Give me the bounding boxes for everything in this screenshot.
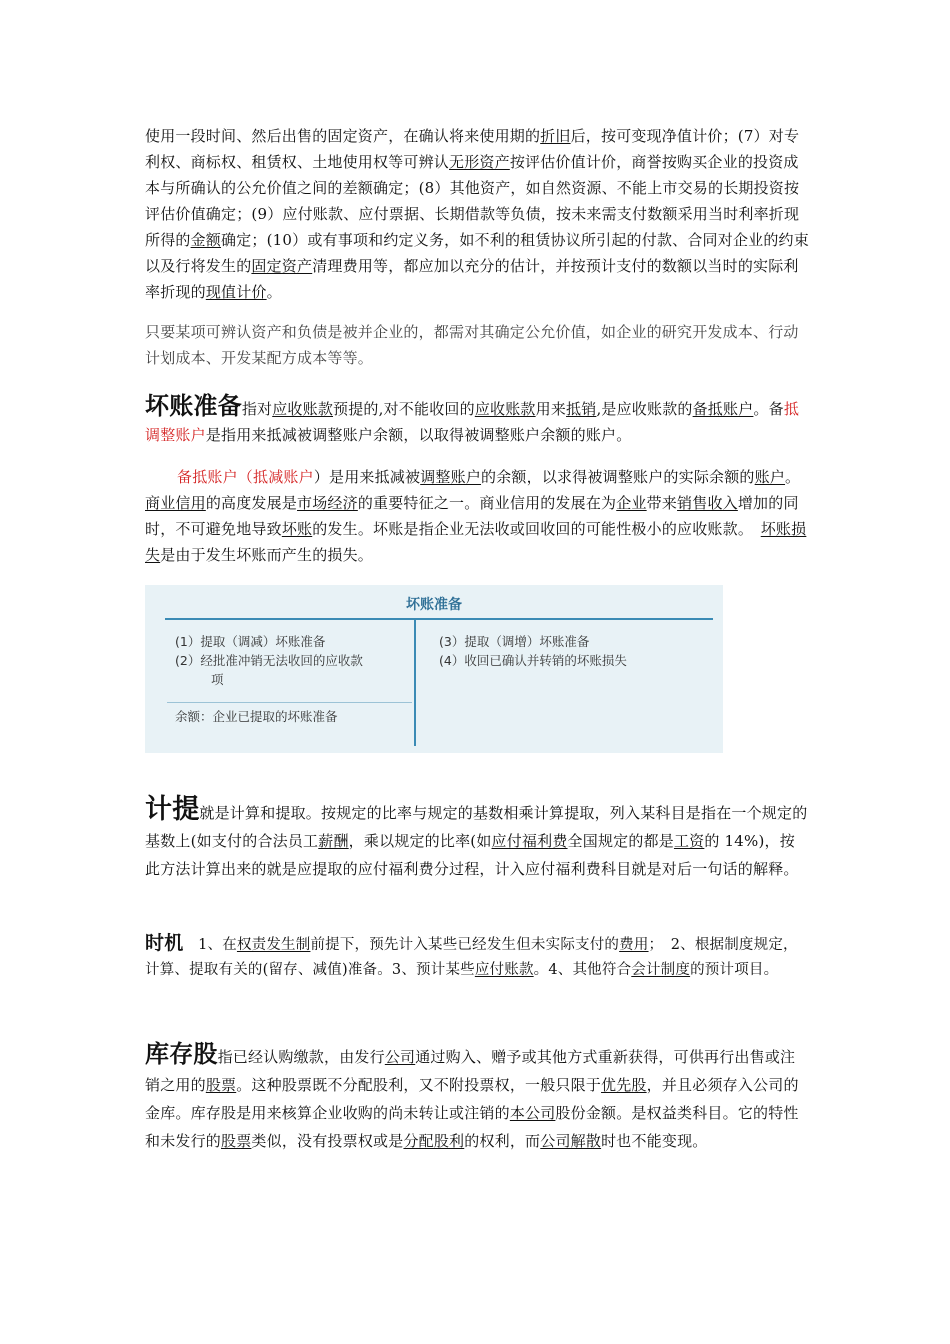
link-preferred-stock[interactable]: 优先股 — [601, 1076, 647, 1094]
link-dividend-distribution[interactable]: 分配股利 — [403, 1132, 465, 1150]
t-account-credit-entry-4: (4）收回已确认并转销的坏账损失 — [439, 653, 627, 668]
t-account-balance: 余额：企业已提取的坏账准备 — [175, 709, 338, 724]
link-stock-2[interactable]: 股票 — [221, 1132, 252, 1150]
text: ）是用来抵减被 — [313, 468, 421, 486]
t-account-title: 坏账准备 — [406, 597, 462, 613]
text: ，乘以规定的比率(如 — [348, 832, 492, 850]
text: 股份金额。是权益类科目。它的特性和未发行的 — [145, 1104, 799, 1150]
link-welfare-payable[interactable]: 应付福利费 — [491, 832, 568, 850]
text: 的 14%)，按此方法计算出来的就是应提取的应付福利费分过程，计入应付福利费科目就是对后一句话的解释。 — [145, 832, 799, 878]
link-adjusted-account[interactable]: 调整账户 — [420, 468, 482, 486]
text: 就是计算和提取。按规定的比率与规定的基数相乘计算提取，列入某科目是指在一个规定的基数上(如支付的合法员工 — [145, 804, 808, 850]
text: ，并且必须存入公司的金库。库存股是用来核算企业收购的尚未转让或注销的 — [145, 1076, 799, 1122]
link-salary[interactable]: 薪酬 — [318, 832, 349, 850]
paragraph-treasury-stock — [145, 1040, 810, 1155]
heading-timing: 时机 — [145, 932, 184, 954]
link-enterprise[interactable]: 企业 — [616, 494, 647, 512]
paragraph-contra-account — [145, 464, 824, 568]
text: 用来 — [535, 400, 567, 418]
link-offset[interactable]: 抵销 — [566, 400, 597, 418]
text: 指已经认购缴款，由发行 — [217, 1048, 385, 1066]
text: 的权利，而 — [464, 1132, 541, 1150]
link-accounts-receivable-2[interactable]: 应收账款 — [474, 400, 536, 418]
text: ,是应收账款的 — [596, 400, 693, 418]
text: 使用一段时间、然后出售的固定资产，在确认将来使用期的 — [145, 127, 541, 145]
link-expenses[interactable]: 费用 — [619, 937, 649, 953]
text: 是指用来抵减被调整账户余额，以取得被调整账户余额的账户。 — [205, 426, 632, 444]
text: 时也不能变现。 — [601, 1132, 708, 1150]
link-accrual-basis[interactable]: 权责发生制 — [236, 937, 311, 953]
text: 确定；(10）或有事项和约定义务，如不利的租赁协议所引起的付款、合同对企业的约束以及行将发生的 — [145, 231, 809, 275]
text: 前提下，预先计入某些已经发生但未实际支付的 — [310, 937, 620, 953]
text: 。 — [266, 283, 282, 301]
text: 。备 — [753, 400, 784, 418]
link-accounts-payable[interactable]: 应付账款 — [474, 962, 534, 978]
link-company-dissolution[interactable]: 公司解散 — [540, 1132, 602, 1150]
link-intangible-assets[interactable]: 无形资产 — [449, 153, 510, 171]
link-wages[interactable]: 工资 — [673, 832, 705, 850]
heading-accrual: 计提 — [145, 794, 200, 825]
t-account-debit-entry-2-cont: 项 — [211, 672, 224, 687]
text: 全国规定的都是 — [567, 832, 674, 850]
text: 是由于发生坏账而产生的损失。 — [160, 546, 374, 564]
text: ； 2、根据制度规定，计算、提取有关的(留存、减值)准备。3、预计某些 — [145, 937, 798, 978]
paragraph-bad-debt-reserve — [145, 393, 810, 448]
link-sales-revenue[interactable]: 销售收入 — [677, 494, 738, 512]
paragraph-timing — [145, 931, 810, 983]
text: 预提的,对不能收回的 — [333, 400, 475, 418]
link-stock[interactable]: 股票 — [205, 1076, 237, 1094]
link-bad-debt[interactable]: 坏账 — [281, 520, 313, 538]
t-account-credit-entry-3: (3）提取（调增）坏账准备 — [439, 634, 590, 649]
link-commercial-credit[interactable]: 商业信用 — [145, 494, 206, 512]
link-company[interactable]: 公司 — [384, 1048, 416, 1066]
text: 指对 — [241, 400, 273, 418]
text: 的预计项目。 — [690, 962, 779, 978]
t-account-balance-rule — [167, 702, 412, 703]
link-depreciation[interactable]: 折旧 — [540, 127, 571, 145]
text: 1、在 — [198, 937, 237, 953]
link-market-economy[interactable]: 市场经济 — [297, 494, 358, 512]
link-present-value[interactable]: 现值计价 — [205, 283, 267, 301]
heading-bad-debt-reserve: 坏账准备 — [145, 392, 242, 420]
link-account[interactable]: 账户 — [754, 468, 786, 486]
text: 的重要特征之一。商业信用的发展在为 — [357, 494, 617, 512]
t-account-debit-entry-1: (1）提取（调减）坏账准备 — [175, 634, 326, 649]
link-accounting-system[interactable]: 会计制度 — [631, 962, 691, 978]
t-account-debit-entry-2: (2）经批准冲销无法收回的应收款 — [175, 653, 363, 668]
text: 。 — [785, 468, 824, 486]
link-contra-account[interactable]: 备抵账户 — [692, 400, 754, 418]
t-account-figure — [145, 585, 723, 753]
text: 类似，没有投票权或是 — [251, 1132, 404, 1150]
text: 的余额，以求得被调整账户的实际余额的 — [481, 468, 755, 486]
text: 的发生。坏账是指企业无法收或回收回的可能性极小的应收账款。 — [312, 520, 761, 538]
t-account-top-rule — [165, 618, 713, 620]
text: 的高度发展是 — [205, 494, 298, 512]
text: 后，按可变现净值计价；(7）对专利权、商标权、租赁权、土地使用权等可辨认 — [145, 127, 800, 171]
text: 按评估价值计价，商誉按购买企业的投资成本与所确认的公允价值之间的差额确定；(8）其他资产，如自然资源、不能上市交易的长期投资按评估价值确定；(9）应付账款、应付票据、长期借款等负债，按未来需支付数额采用当时利率折现所得的 — [145, 153, 800, 249]
heading-treasury-stock: 库存股 — [145, 1040, 218, 1068]
paragraph-identifiable-assets: 只要某项可辨认资产和负债是被并企业的，都需对其确定公允价值，如企业的研究开发成本、行动计划成本、开发某配方成本等等。 — [145, 323, 799, 367]
link-accounts-receivable[interactable]: 应收账款 — [272, 400, 334, 418]
text: 。4、其他符合 — [533, 962, 632, 978]
text: 。这种股票既不分配股利，又不附投票权，一般只限于 — [236, 1076, 602, 1094]
link-this-company[interactable]: 本公司 — [509, 1104, 556, 1122]
text: 增加的同时，不可避免地导致 — [145, 494, 799, 538]
text: 带来 — [646, 494, 678, 512]
t-account-center-rule — [414, 618, 416, 746]
paragraph-accrual — [145, 796, 810, 883]
red-term-contra-account: 备抵账户（抵减账户 — [177, 468, 314, 486]
text: 通过购入、赠予或其他方式重新获得，可供再行出售或注销之用的 — [145, 1048, 796, 1094]
text: 清理费用等，都应加以充分的估计，并按预计支付的数额以当时的实际利率折现的 — [145, 257, 799, 301]
link-bad-debt-loss[interactable]: 坏账损失 — [145, 520, 807, 564]
link-fixed-assets[interactable]: 固定资产 — [251, 257, 313, 275]
red-term-adjustment-account: 抵调整账户 — [145, 400, 800, 444]
link-amount[interactable]: 金额 — [190, 231, 222, 249]
paragraph-fair-value-items — [145, 123, 810, 305]
